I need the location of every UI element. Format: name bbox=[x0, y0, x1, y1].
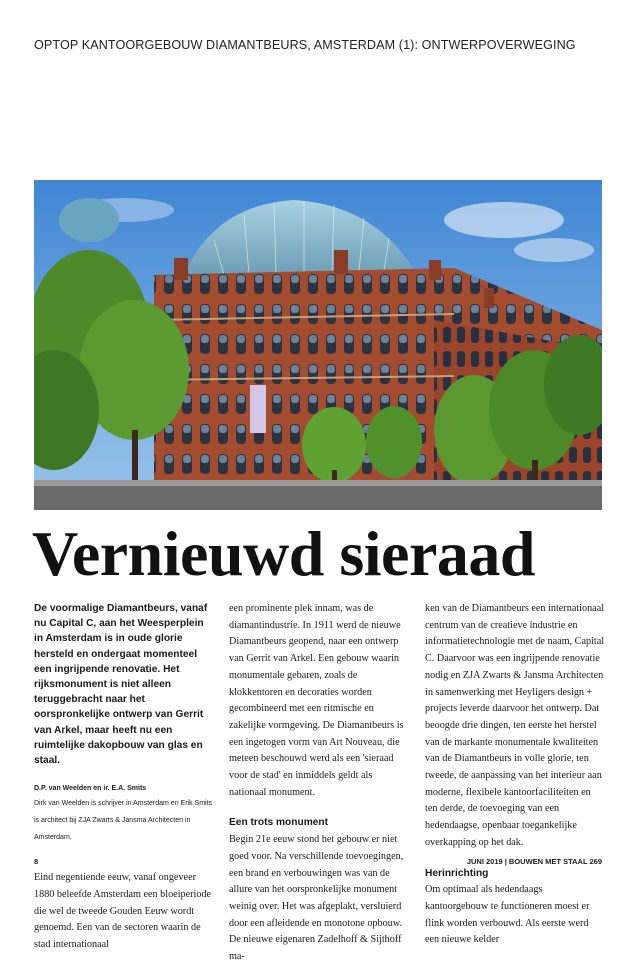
lead-paragraph: De voormalige Diamantbeurs, vanaf nu Capital C, aan het Weesperplein in Amsterdam is in oude glorie hersteld en ondergaat momenteel een ingrijpende renovatie. Het rijksmonument is niet alleen teruggebracht naar het oorspronkelijke ontwerp van Gerrit van Arkel, maar heeft nu een ruimtelijke dakopbouw van glas en staal. bbox=[34, 603, 208, 767]
column-2 bbox=[229, 601, 411, 966]
body-paragraph-3: Begin 21e eeuw stond het gebouw er niet goed voor. Na verschillende toevoegingen, een brand en verbouwingen was van de allure van het oorspronkelijke monument weinig over. Het was afgeplakt, versluierd door een afleidende en monotone opbouw. De nieuwe eigenaren Zadelhoff & Sijthoff ma- bbox=[229, 834, 404, 963]
running-header: OPTOP KANTOORGEBOUW DIAMANTBEURS, AMSTERDAM (1): ONTWERPOVERWEGING bbox=[34, 38, 576, 52]
issue-label: JUNI 2019 | BOUWEN MET STAAL 269 bbox=[466, 857, 602, 866]
diamantbeurs-illustration bbox=[34, 180, 602, 510]
page-number: 8 bbox=[34, 857, 39, 866]
author-names: D.P. van Weelden en ir. E.A. Smits bbox=[34, 785, 147, 793]
body-paragraph-4: ken van de Diamantbeurs een internationaal centrum van de creatieve industrie en informatietechnologie met de naam, Capital C. Daarvoor was een ingrijpende renovatie nodig en ZJA Zwarts & Jansma Architecten in samenwerking met Heyligers design + projects leverde daarvoor het ontwerp. Dat beoogde drie dingen, ten eerste het herstel van de markante monumentale kwaliteiten van de Diamantbeurs in volle glorie, ten tweede, de aanpassing van het interieur aan moderne, flexibele kantoorfaciliteiten en ten derde, de toevoeging van een hedendaagse, openbaar toegankelijke overkapping op het dak. bbox=[425, 603, 605, 848]
column-1 bbox=[34, 601, 214, 954]
body-paragraph-2: een prominente plek innam, was de diamantindustrie. In 1911 werd de nieuwe Diamantbeurs geopend, naar een ontwerp van Gerrit van Arkel. Een gebouw waarin monumentale gebaren, zoals de klokkentoren en decoraties worden gecombineerd met een ritmische en zakelijke vormgeving. De Diamantbeurs is een ingetogen vorm van Art Nouveau, die meteen beschouwd werd als een 'sieraad voor de stad' en inmiddels geldt als nationaal monument. bbox=[229, 603, 404, 798]
author-bio: Dirk van Weelden is schrijver in Amsterdam en Erik Smits is architect bij ZJA Zwarts & Jansma Architecten in Amsterdam. bbox=[34, 800, 213, 841]
subheading-herinrichting: Herinrichting bbox=[425, 867, 489, 879]
column-3 bbox=[425, 601, 605, 949]
article-headline: Vernieuwd sieraad bbox=[32, 518, 535, 589]
subheading-trots-monument: Een trots monument bbox=[229, 817, 329, 829]
body-paragraph-5: Om optimaal als hedendaags kantoorgebouw te functioneren moest er flink worden verbouwd. Als eerste werd een nieuwe kelder bbox=[425, 884, 590, 946]
body-paragraph-1: Eind negentiende eeuw, vanaf ongeveer 1880 beleefde Amsterdam een bloeiperiode die wel de tweede Gouden Eeuw wordt genoemd. Een van de sectoren waarin de stad internationaal bbox=[34, 872, 212, 951]
building-photo bbox=[34, 180, 602, 510]
